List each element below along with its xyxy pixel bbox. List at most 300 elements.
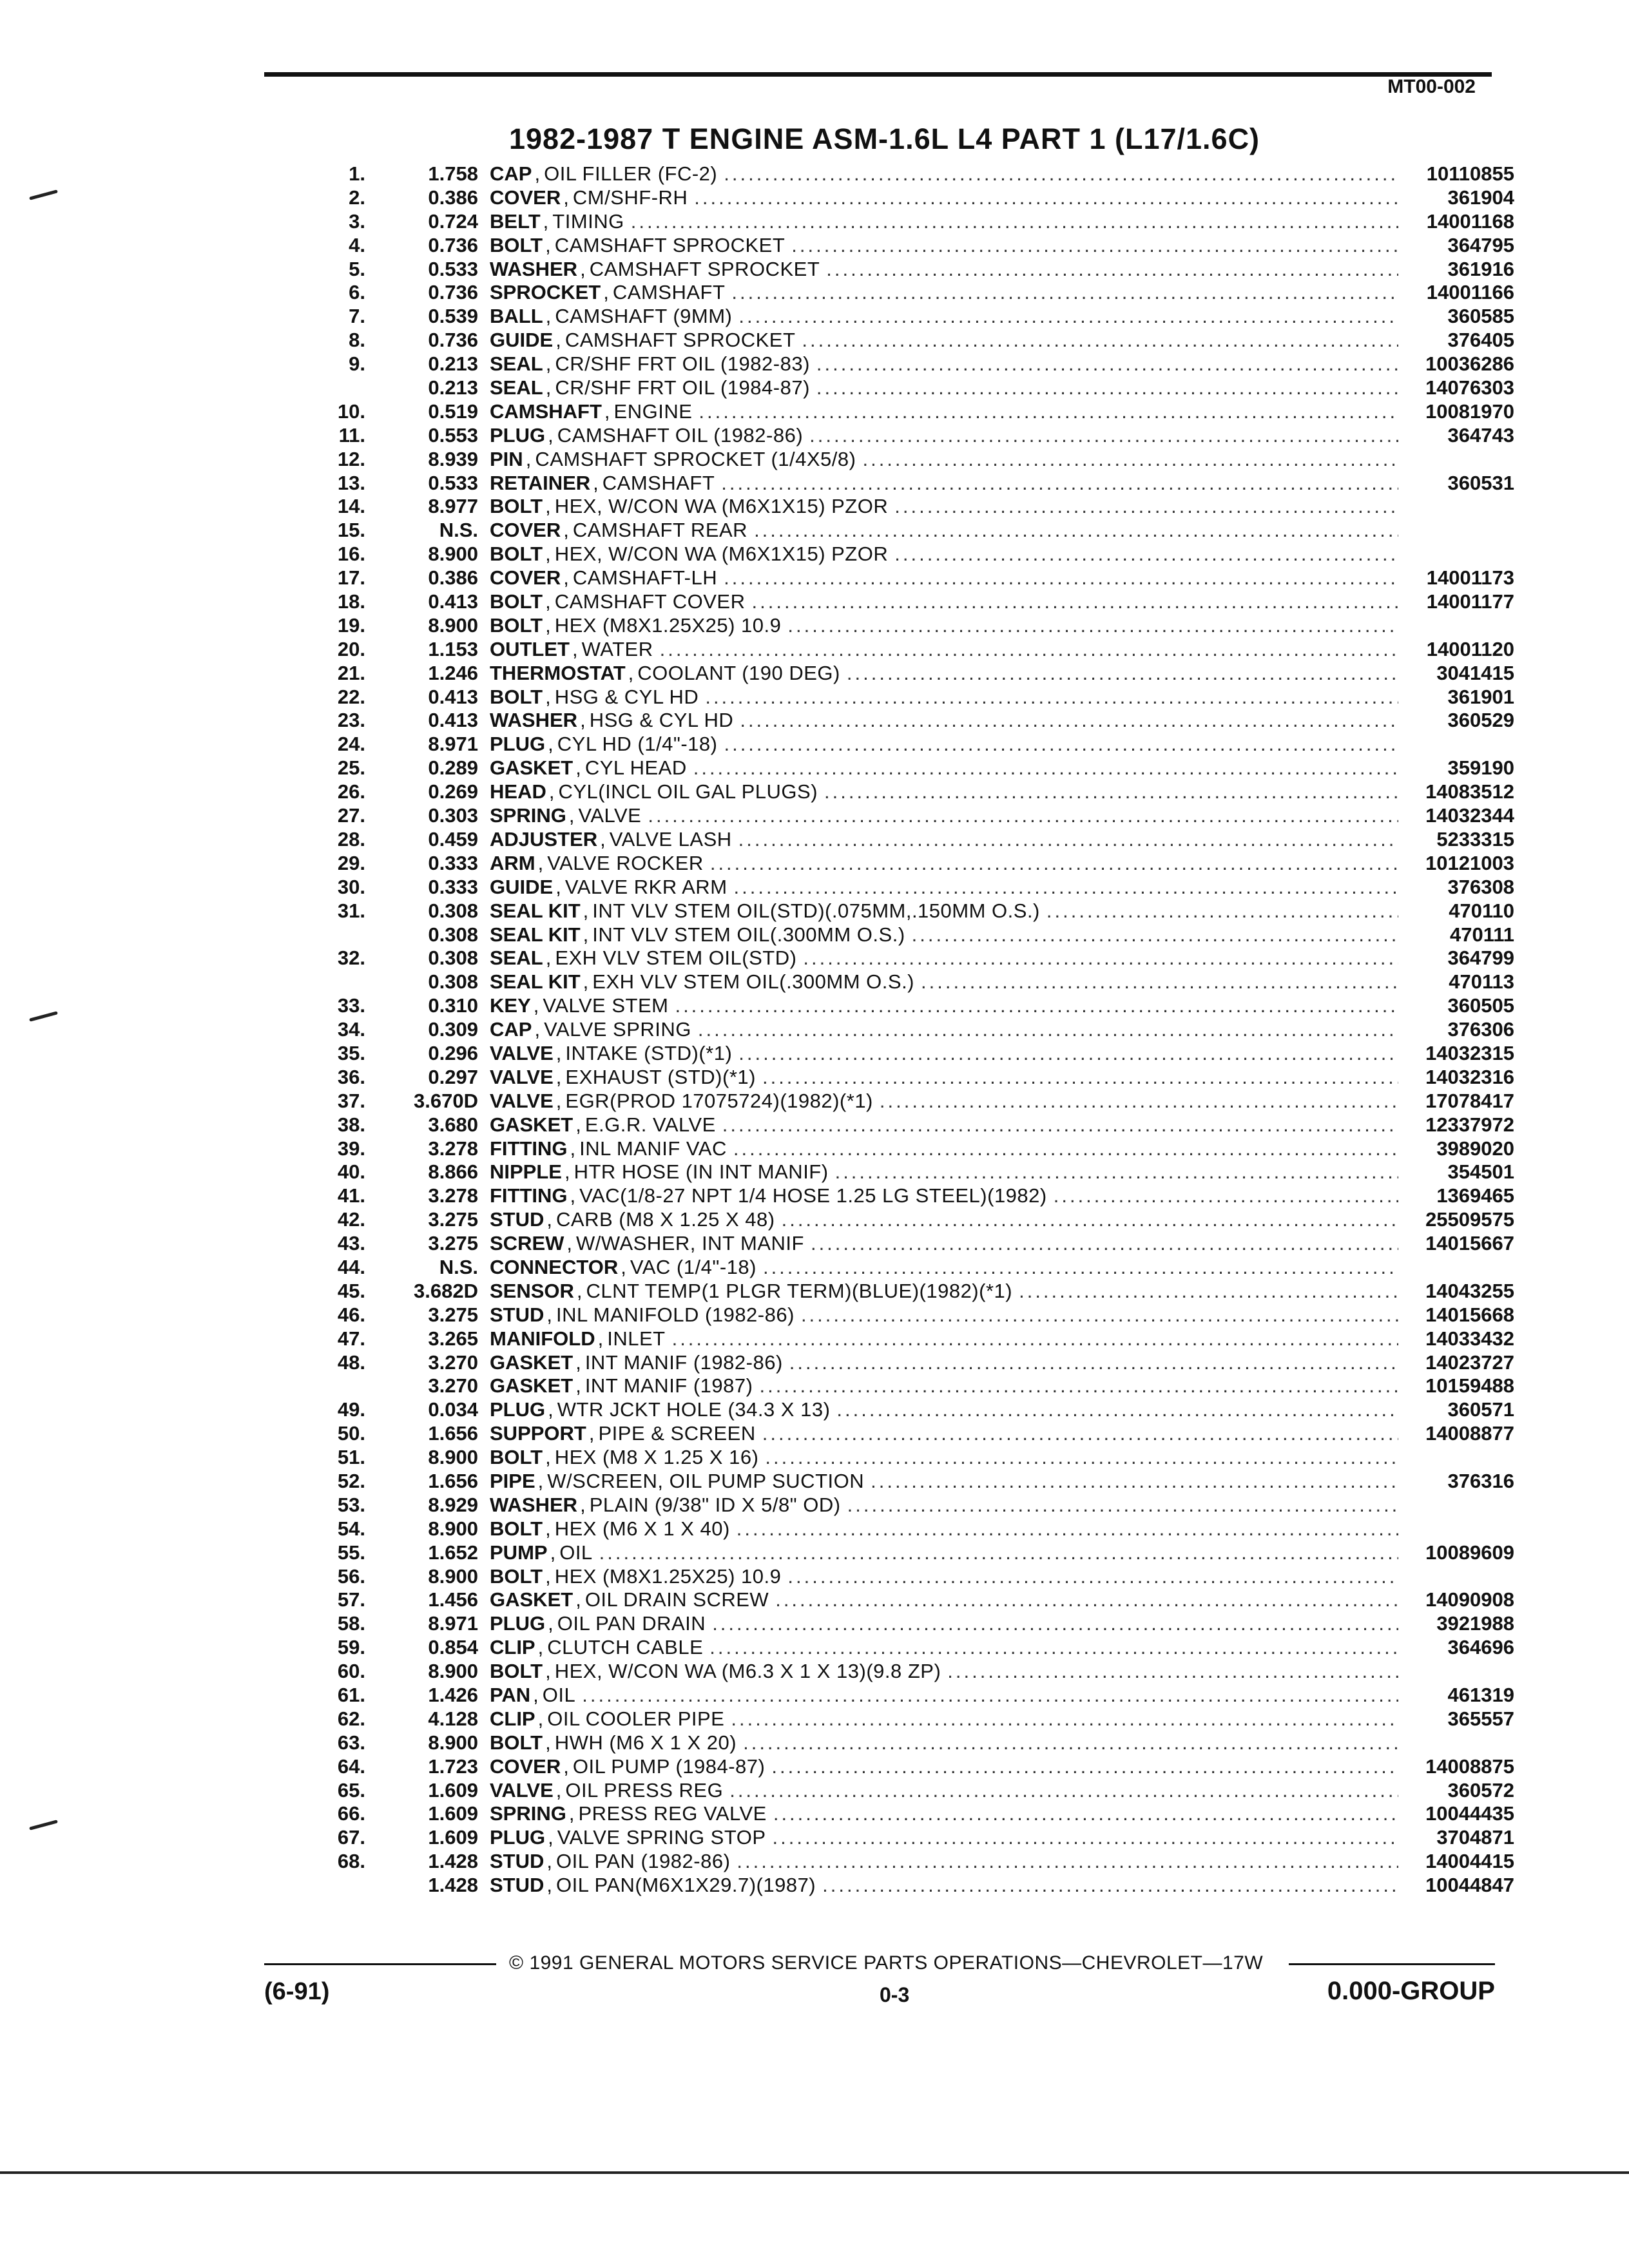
name-separator: , [563,566,569,590]
name-separator: , [533,1684,539,1706]
dot-leader [757,1256,1398,1280]
dot-leader [716,1113,1398,1137]
part-description: VALVE STEM [543,994,669,1017]
part-row [309,1446,1514,1470]
group-number: 1.656 [428,1422,478,1445]
part-row [309,1256,1514,1280]
part-row [309,210,1514,234]
part-row [309,828,1514,852]
part-number: 17078417 [1425,1089,1514,1112]
group-number: 8.900 [428,543,478,566]
group-number: 0.333 [428,851,478,874]
group-number: 3.270 [428,1374,478,1398]
part-ref-number: 29. [337,851,365,874]
part-description: WATER [581,637,653,660]
part-row [309,1636,1514,1660]
part-number: 14090908 [1425,1588,1514,1611]
part-description: VALVE SPRING [544,1018,691,1041]
part-row [309,448,1514,472]
part-description: EGR(PROD 17075724)(1982)(*1) [565,1089,873,1112]
part-name: WASHER [490,257,578,280]
name-separator: , [545,233,551,256]
part-ref-number: 67. [337,1826,365,1849]
part-ref-number: 43. [337,1232,365,1255]
group-number: 0.736 [428,281,478,304]
part-number: 14008875 [1425,1754,1514,1778]
group-number: 0.303 [428,804,478,827]
part-name: STUD [490,1874,545,1897]
dot-leader [727,1137,1398,1161]
part-ref-number: 68. [337,1850,365,1873]
part-description: ENGINE [613,399,693,423]
name-separator: , [580,709,586,732]
group-number: 3.682D [414,1279,478,1302]
dot-leader [765,1755,1398,1779]
part-ref-number: 30. [337,875,365,898]
part-number: 364795 [1447,233,1514,256]
part-name: SCREW [490,1232,564,1255]
part-row [309,756,1514,780]
part-description: INT VLV STEM OIL(.300MM O.S.) [592,923,905,946]
group-number: 1.609 [428,1778,478,1802]
dot-leader [715,472,1398,495]
part-ref-number: 3. [349,209,365,233]
part-name: GASKET [490,756,574,780]
part-name: STUD [490,1850,545,1873]
part-description: W/WASHER, INT MANIF [576,1232,804,1255]
part-number: 14001177 [1426,590,1514,613]
part-row [309,709,1514,733]
part-row [309,1066,1514,1090]
group-number: 3.670D [414,1089,478,1112]
part-number: 5233315 [1436,827,1514,850]
part-description: OIL [542,1684,576,1706]
part-row [309,258,1514,282]
part-number: 14033432 [1425,1327,1514,1350]
part-description: VALVE [578,804,642,827]
dot-leader [783,1351,1398,1375]
part-row [309,400,1514,424]
part-name: BOLT [490,1446,543,1469]
part-description: EXH VLV STEM OIL(STD) [555,947,797,970]
part-name: STUD [490,1208,545,1231]
part-description: CM/SHF-RH [572,186,688,209]
part-description: CAMSHAFT SPROCKET [564,329,796,352]
part-description: EXH VLV STEM OIL(.300MM O.S.) [592,970,915,994]
name-separator: , [546,1874,553,1897]
dot-leader [699,686,1398,709]
part-ref-number: 46. [337,1303,365,1326]
name-separator: , [546,1850,553,1873]
part-row [309,876,1514,899]
dot-leader [888,543,1398,566]
part-ref-number: 64. [337,1754,365,1778]
group-number: 8.866 [428,1160,478,1184]
part-ref-number: 25. [337,756,365,780]
part-name: WASHER [490,1493,578,1516]
part-description: CAMSHAFT-LH [572,566,718,590]
part-description: HEX (M6 X 1 X 40) [554,1517,730,1540]
part-name: VALVE [490,1089,554,1112]
name-separator: , [600,827,606,850]
group-number: 3.278 [428,1137,478,1160]
part-ref-number: 62. [337,1707,365,1730]
dot-leader [841,1494,1398,1517]
group-number: 8.900 [428,1517,478,1540]
part-description: OIL PAN (1982-86) [556,1850,731,1873]
part-description: OIL PUMP (1984-87) [572,1754,766,1778]
name-separator: , [583,899,589,922]
part-ref-number: 7. [349,305,365,328]
part-name: BELT [490,209,541,233]
part-name: GASKET [490,1588,574,1611]
dot-leader [725,281,1398,305]
part-ref-number: 9. [349,352,365,376]
part-row [309,614,1514,638]
part-number: 3989020 [1436,1137,1514,1160]
part-description: PLAIN (9/38" ID X 5/8" OD) [589,1493,841,1516]
name-separator: , [537,1636,544,1659]
dot-leader [717,162,1398,186]
name-separator: , [564,1160,570,1184]
dot-leader [724,1707,1398,1731]
name-separator: , [534,1018,541,1041]
part-description: CAMSHAFT COVER [554,590,746,613]
name-separator: , [603,281,609,304]
part-row [309,1826,1514,1850]
dot-leader [691,1018,1398,1042]
part-ref-number: 22. [337,685,365,708]
group-number: 1.426 [428,1684,478,1706]
part-row [309,1494,1514,1517]
group-number: 0.413 [428,685,478,708]
part-number: 3704871 [1436,1826,1514,1849]
part-description: VAC(1/8-27 NPT 1/4 HOSE 1.25 LG STEEL)(1982) [579,1184,1047,1207]
name-separator: , [545,1731,551,1754]
group-number: 0.736 [428,329,478,352]
part-ref-number: 2. [349,186,365,209]
group-number: 0.297 [428,1065,478,1088]
group-number: 1.456 [428,1588,478,1611]
group-number: 8.900 [428,1660,478,1683]
dot-leader [733,709,1398,733]
dot-leader [687,756,1398,780]
part-ref-number: 6. [349,281,365,304]
part-description: HEX, W/CON WA (M6.3 X 1 X 13)(9.8 ZP) [554,1660,941,1683]
dot-leader [781,1565,1398,1589]
part-description: OIL DRAIN SCREW [584,1588,769,1611]
part-name: COVER [490,1754,561,1778]
part-description: INL MANIFOLD (1982-86) [556,1303,795,1326]
name-separator: , [545,613,551,637]
part-name: VALVE [490,1065,554,1088]
part-description: CAMSHAFT (9MM) [555,305,733,328]
part-description: CYL HEAD [584,756,687,780]
group-number: N.S. [439,1255,478,1278]
dot-leader [775,1208,1398,1232]
part-ref-number: 27. [337,804,365,827]
dot-leader [795,1303,1398,1327]
part-number: 376306 [1447,1018,1514,1041]
name-separator: , [597,1327,604,1350]
name-separator: , [545,376,552,399]
part-name: SEAL [490,947,543,970]
part-number: 365557 [1447,1707,1514,1730]
part-name: GUIDE [490,329,554,352]
part-ref-number: 45. [337,1279,365,1302]
page-number: 0-3 [880,1983,910,2006]
part-row [309,1232,1514,1256]
part-row [309,1684,1514,1707]
part-ref-number: 54. [337,1517,365,1540]
name-separator: , [525,447,532,470]
dot-leader [829,1160,1398,1184]
part-row [309,970,1514,994]
dot-leader [804,1232,1398,1256]
part-name: STUD [490,1303,545,1326]
part-name: THERMOSTAT [490,661,626,684]
part-ref-number: 44. [337,1255,365,1278]
part-name: KEY [490,994,531,1017]
part-number: 14032316 [1425,1065,1514,1088]
group-number: 8.929 [428,1493,478,1516]
dot-leader [704,852,1398,876]
part-number: 364743 [1447,423,1514,447]
dot-leader [941,1660,1398,1684]
dot-leader [905,923,1398,947]
document-code: MT00-002 [1387,76,1476,97]
part-row [309,1565,1514,1589]
part-name: NIPPLE [490,1160,562,1184]
dot-leader [732,305,1398,329]
part-row [309,1517,1514,1541]
part-name: SEAL KIT [490,923,581,946]
part-description: INTAKE (STD)(*1) [565,1041,733,1064]
name-separator: , [566,1232,573,1255]
part-name: FITTING [490,1137,568,1160]
part-name: SEAL [490,376,543,399]
name-separator: , [593,471,599,494]
dot-leader [703,1636,1398,1660]
name-separator: , [548,733,554,756]
dot-leader [1040,899,1398,923]
group-number: 0.854 [428,1636,478,1659]
part-number: 12337972 [1425,1113,1514,1136]
dot-leader [692,400,1398,424]
name-separator: , [546,1303,553,1326]
part-ref-number: 33. [337,994,365,1017]
name-separator: , [555,1778,562,1802]
part-ref-number: 66. [337,1802,365,1825]
dot-leader [756,1422,1398,1446]
dot-leader [785,234,1398,258]
part-ref-number: 31. [337,899,365,922]
name-separator: , [545,495,551,518]
part-number: 10036286 [1425,352,1514,376]
part-name: GUIDE [490,875,554,898]
part-number: 14001173 [1426,566,1514,590]
group-number: 0.533 [428,471,478,494]
part-description: VALVE LASH [609,827,732,850]
group-number: 0.308 [428,899,478,922]
part-name: SPROCKET [490,281,601,304]
part-description: INT MANIF (1982-86) [584,1350,783,1374]
part-number: 361916 [1447,257,1514,280]
dot-leader [593,1541,1398,1565]
group-number: 3.275 [428,1208,478,1231]
part-ref-number: 65. [337,1778,365,1802]
group-number: 0.308 [428,923,478,946]
part-name: BOLT [490,685,543,708]
part-ref-number: 36. [337,1065,365,1088]
part-name: WASHER [490,709,578,732]
name-separator: , [555,1089,562,1112]
group-number: 0.034 [428,1398,478,1421]
part-ref-number: 4. [349,233,365,256]
part-name: GASKET [490,1374,574,1398]
name-separator: , [568,1802,575,1825]
part-ref-number: 11. [338,423,365,447]
group-number: 1.609 [428,1826,478,1849]
part-name: RETAINER [490,471,591,494]
dot-leader [795,329,1398,352]
part-row [309,1303,1514,1327]
part-number: 14008877 [1425,1422,1514,1445]
part-row [309,1137,1514,1161]
part-number: 14001166 [1426,281,1514,304]
part-name: BOLT [490,590,543,613]
group-number: 8.900 [428,613,478,637]
part-row [309,899,1514,923]
dot-leader [840,662,1398,686]
part-name: CAMSHAFT [490,399,602,423]
name-separator: , [548,1612,554,1635]
group-number: 4.128 [428,1707,478,1730]
part-name: BOLT [490,543,543,566]
name-separator: , [588,1422,595,1445]
part-number: 376308 [1447,875,1514,898]
name-separator: , [580,1493,586,1516]
part-ref-number: 57. [337,1588,365,1611]
name-separator: , [628,661,634,684]
name-separator: , [545,1517,551,1540]
part-ref-number: 28. [337,827,365,850]
part-ref-number: 34. [337,1018,365,1041]
part-row [309,424,1514,448]
part-ref-number: 10. [337,399,365,423]
part-ref-number: 23. [337,709,365,732]
name-separator: , [537,851,544,874]
group-number: 3.265 [428,1327,478,1350]
part-ref-number: 19. [337,613,365,637]
part-description: HEX, W/CON WA (M6X1X15) PZOR [554,543,889,566]
part-description: HSG & CYL HD [554,685,699,708]
part-name: ADJUSTER [490,827,598,850]
name-separator: , [537,1469,544,1492]
part-number: 360585 [1447,305,1514,328]
part-description: CAMSHAFT REAR [572,519,748,542]
name-separator: , [575,1374,581,1398]
name-separator: , [575,1113,581,1136]
dot-leader [688,186,1398,210]
part-ref-number: 49. [337,1398,365,1421]
part-name: VALVE [490,1041,554,1064]
part-row [309,186,1514,210]
part-ref-number: 20. [337,637,365,660]
name-separator: , [563,1754,569,1778]
part-number: 360572 [1447,1778,1514,1802]
part-name: BOLT [490,613,543,637]
part-row [309,923,1514,947]
part-ref-number: 56. [337,1564,365,1588]
part-description: CAMSHAFT [612,281,726,304]
name-separator: , [555,1041,562,1064]
part-row [309,495,1514,519]
dot-leader [666,1327,1398,1351]
name-separator: , [545,685,551,708]
part-description: INT VLV STEM OIL(STD)(.075MM,.150MM O.S.) [592,899,1040,922]
group-number: 1.428 [428,1874,478,1897]
part-row [309,234,1514,258]
part-row [309,1731,1514,1755]
part-name: PIN [490,447,523,470]
part-row [309,662,1514,686]
part-name: BOLT [490,1660,543,1683]
group-number: 3.275 [428,1232,478,1255]
name-separator: , [550,1541,556,1564]
part-number: 364799 [1447,947,1514,970]
part-number: 14023727 [1425,1350,1514,1374]
header-rule [264,72,1492,77]
part-name: CLIP [490,1636,535,1659]
group-number: 0.724 [428,209,478,233]
part-row [309,1612,1514,1636]
part-row [309,543,1514,566]
part-number: 10089609 [1425,1541,1514,1564]
part-description: CAMSHAFT SPROCKET [554,233,786,256]
dot-leader [1012,1280,1398,1303]
part-row [309,1755,1514,1779]
part-description: CR/SHF FRT OIL (1984-87) [555,376,810,399]
part-ref-number: 40. [337,1160,365,1184]
part-description: CLUTCH CABLE [547,1636,704,1659]
group-number: 8.939 [428,447,478,470]
part-ref-number: 42. [337,1208,365,1231]
part-number: 1369465 [1436,1184,1514,1207]
dot-leader [756,1066,1398,1090]
name-separator: , [548,780,555,803]
part-name: OUTLET [490,637,570,660]
part-ref-number: 17. [337,566,365,590]
part-number: 376316 [1447,1469,1514,1492]
part-description: INLET [607,1327,666,1350]
part-ref-number: 50. [337,1422,365,1445]
part-description: OIL [559,1541,593,1564]
dot-leader [816,1874,1398,1898]
dot-leader [747,519,1398,543]
group-number: 0.309 [428,1018,478,1041]
part-ref-number: 35. [337,1041,365,1064]
group-number: 0.310 [428,994,478,1017]
part-row [309,1351,1514,1375]
part-name: PIPE [490,1469,535,1492]
part-description: CAMSHAFT [602,471,715,494]
part-description: W/SCREEN, OIL PUMP SUCTION [547,1469,865,1492]
group-number: 0.308 [428,970,478,994]
group-number: 8.900 [428,1731,478,1754]
part-number: 14083512 [1425,780,1514,803]
part-description: CR/SHF FRT OIL (1982-83) [555,352,810,376]
